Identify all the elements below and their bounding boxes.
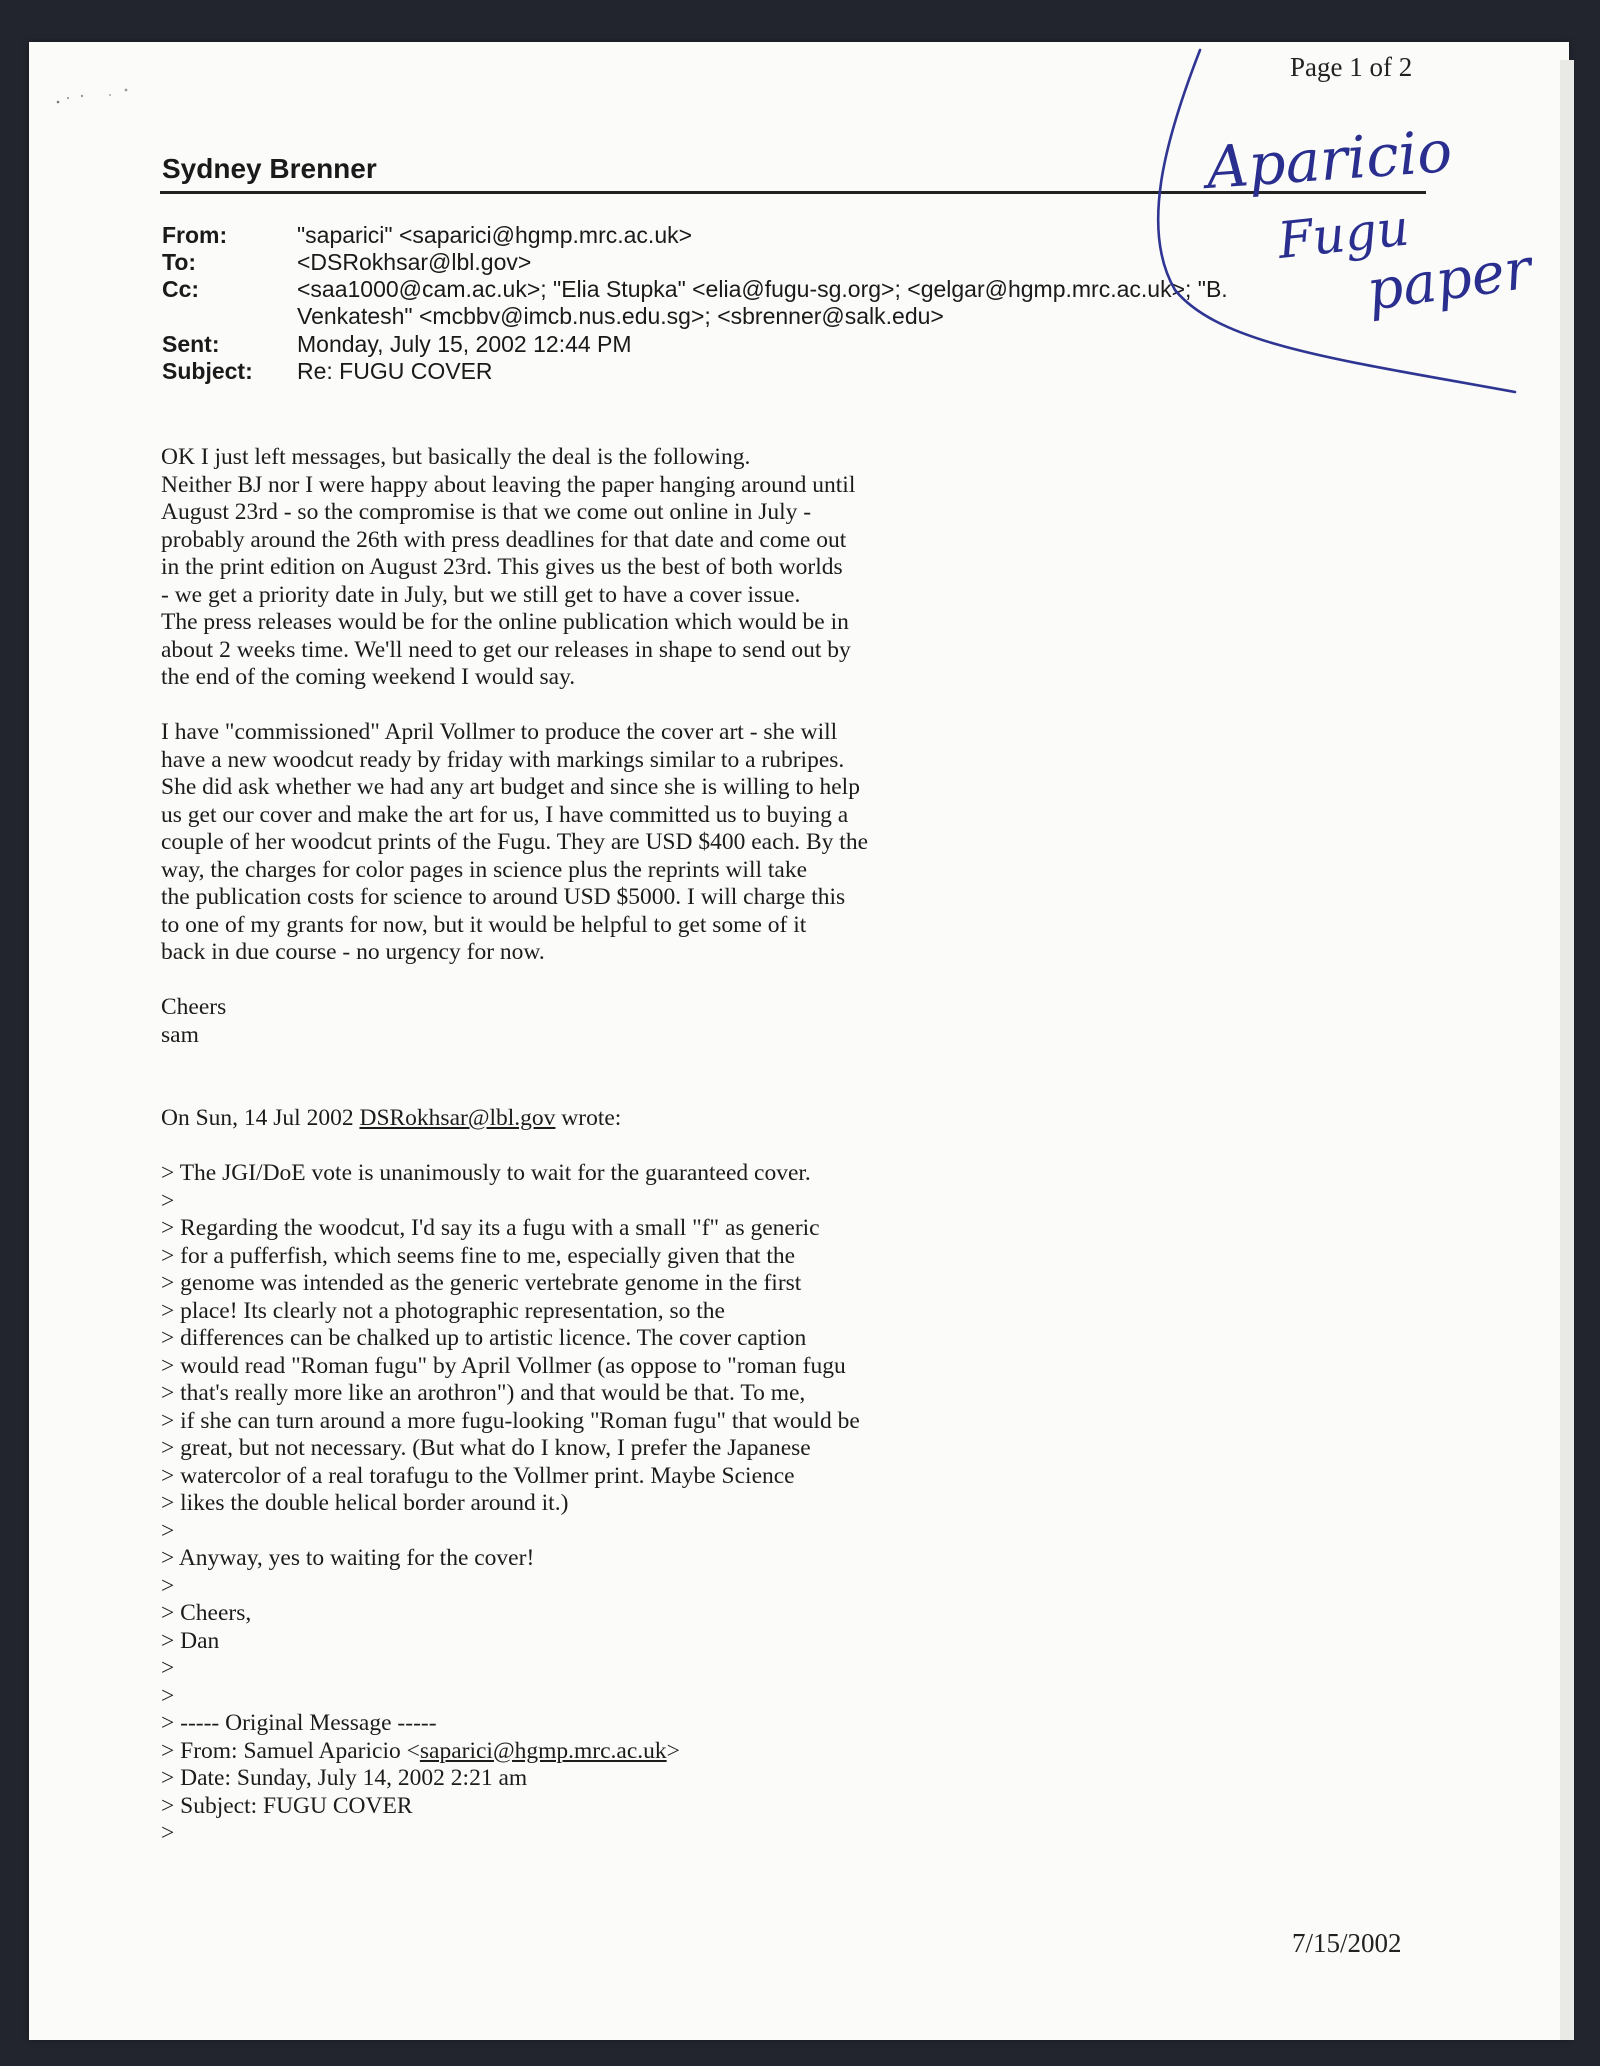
- header-value: "saparici" <saparici@hgmp.mrc.ac.uk>: [297, 222, 693, 248]
- body-line: probably around the 26th with press deadlines for that date and come out: [161, 526, 847, 553]
- header-value: <DSRokhsar@lbl.gov>: [297, 249, 532, 275]
- body-line: the publication costs for science to around USD $5000. I will charge this: [161, 884, 846, 910]
- wrote-line: On Sun, 14 Jul 2002 DSRokhsar@lbl.gov wrote:: [161, 1105, 622, 1131]
- quoted-line: >: [161, 1655, 175, 1681]
- body-line: back in due course - no urgency for now.: [161, 939, 545, 965]
- message-body: [161, 444, 981, 1049]
- email-link[interactable]: DSRokhsar@lbl.gov: [359, 1105, 556, 1131]
- quoted-line: > would read "Roman fugu" by April Vollmer (as oppose to "roman fugu: [161, 1352, 846, 1379]
- quoted-line: > for a pufferfish, which seems fine to me, especially given that the: [161, 1242, 796, 1269]
- quoted-line: > place! Its clearly not a photographic representation, so the: [161, 1297, 725, 1324]
- header-value: Venkatesh" <mcbbv@imcb.nus.edu.sg>; <sbrenner@salk.edu>: [297, 303, 944, 329]
- header-value: Re: FUGU COVER: [297, 358, 493, 384]
- header-label: Subject:: [162, 358, 253, 384]
- header-label: From:: [162, 222, 228, 248]
- body-line: couple of her woodcut prints of the Fugu. They are USD $400 each. By the: [161, 829, 869, 855]
- quoted-line: > From: Samuel Aparicio <saparici@hgmp.mrc.ac.uk>: [161, 1737, 680, 1764]
- quoted-line: > likes the double helical border around it.): [161, 1490, 569, 1516]
- quoted-line: >: [161, 1820, 175, 1846]
- body-line: have a new woodcut ready by friday with markings similar to a rubripes.: [161, 746, 845, 773]
- header-label: Cc:: [162, 276, 200, 302]
- footer-date: 7/15/2002: [1292, 1928, 1402, 1958]
- body-line: in the print edition on August 23rd. This gives us the best of both worlds: [161, 554, 843, 580]
- body-line: Neither BJ nor I were happy about leaving the paper hanging around until: [161, 471, 856, 498]
- quoted-line: >: [161, 1572, 175, 1599]
- body-line: to one of my grants for now, but it would be helpful to get some of it: [161, 911, 807, 938]
- body-line: OK I just left messages, but basically the deal is the following.: [161, 444, 751, 470]
- quoted-reply: [161, 1105, 981, 1848]
- quoted-line: > ----- Original Message -----: [161, 1710, 437, 1736]
- quoted-line: > great, but not necessary. (But what do I know, I prefer the Japanese: [161, 1435, 811, 1461]
- body-line: the end of the coming weekend I would say.: [161, 664, 576, 690]
- quoted-line: > differences can be chalked up to artistic licence. The cover caption: [161, 1325, 807, 1351]
- body-line: August 23rd - so the compromise is that we come out online in July -: [161, 499, 812, 525]
- quoted-line: > Dan: [161, 1627, 220, 1654]
- quoted-line: > that's really more like an arothron") and that would be that. To me,: [161, 1380, 806, 1406]
- document-title: Sydney Brenner: [162, 153, 377, 184]
- handwritten-annotation: [0, 0, 1600, 420]
- quoted-line: > watercolor of a real torafugu to the Vollmer print. Maybe Science: [161, 1462, 795, 1489]
- annotation-word-aparicio: Aparicio: [1204, 116, 1455, 202]
- quoted-line: >: [161, 1187, 175, 1214]
- page-number: Page 1 of 2: [1290, 52, 1413, 82]
- quoted-line: > if she can turn around a more fugu-looking "Roman fugu" that would be: [161, 1407, 860, 1434]
- signoff-line: sam: [161, 1021, 199, 1048]
- annotation-word-fugu: Fugu: [1275, 198, 1412, 270]
- body-line: way, the charges for color pages in science plus the reprints will take: [161, 856, 808, 883]
- quoted-line: > Cheers,: [161, 1600, 252, 1626]
- quoted-line: >: [161, 1517, 175, 1544]
- quoted-line: > Regarding the woodcut, I'd say its a fugu with a small "f" as generic: [161, 1215, 820, 1241]
- quoted-line: > Anyway, yes to waiting for the cover!: [161, 1545, 535, 1571]
- header-label: Sent:: [162, 331, 220, 357]
- header-value: Monday, July 15, 2002 12:44 PM: [297, 331, 632, 357]
- quoted-line: > Subject: FUGU COVER: [161, 1792, 413, 1819]
- quoted-line: > genome was intended as the generic vertebrate genome in the first: [161, 1270, 802, 1296]
- quoted-line: >: [161, 1682, 175, 1709]
- header-label: To:: [162, 249, 197, 275]
- email-link[interactable]: saparici@hgmp.mrc.ac.uk: [419, 1737, 667, 1764]
- quoted-line: > Date: Sunday, July 14, 2002 2:21 am: [161, 1765, 528, 1791]
- body-line: She did ask whether we had any art budget and since she is willing to help: [161, 774, 860, 800]
- annotation-word-paper: paper: [1362, 236, 1536, 324]
- body-line: The press releases would be for the online publication which would be in: [161, 609, 849, 635]
- body-line: us get our cover and make the art for us, I have committed us to buying a: [161, 801, 849, 828]
- quoted-line: > The JGI/DoE vote is unanimously to wait for the guaranteed cover.: [161, 1160, 811, 1186]
- body-line: about 2 weeks time. We'll need to get our releases in shape to send out by: [161, 636, 851, 663]
- signoff-line: Cheers: [161, 994, 227, 1020]
- header-value: <saa1000@cam.ac.uk>; "Elia Stupka" <elia@fugu-sg.org>; <gelgar@hgmp.mrc.ac.uk>; "B.: [297, 276, 1228, 302]
- body-line: I have "commissioned" April Vollmer to produce the cover art - she will: [161, 719, 838, 745]
- body-line: - we get a priority date in July, but we still get to have a cover issue.: [161, 581, 801, 608]
